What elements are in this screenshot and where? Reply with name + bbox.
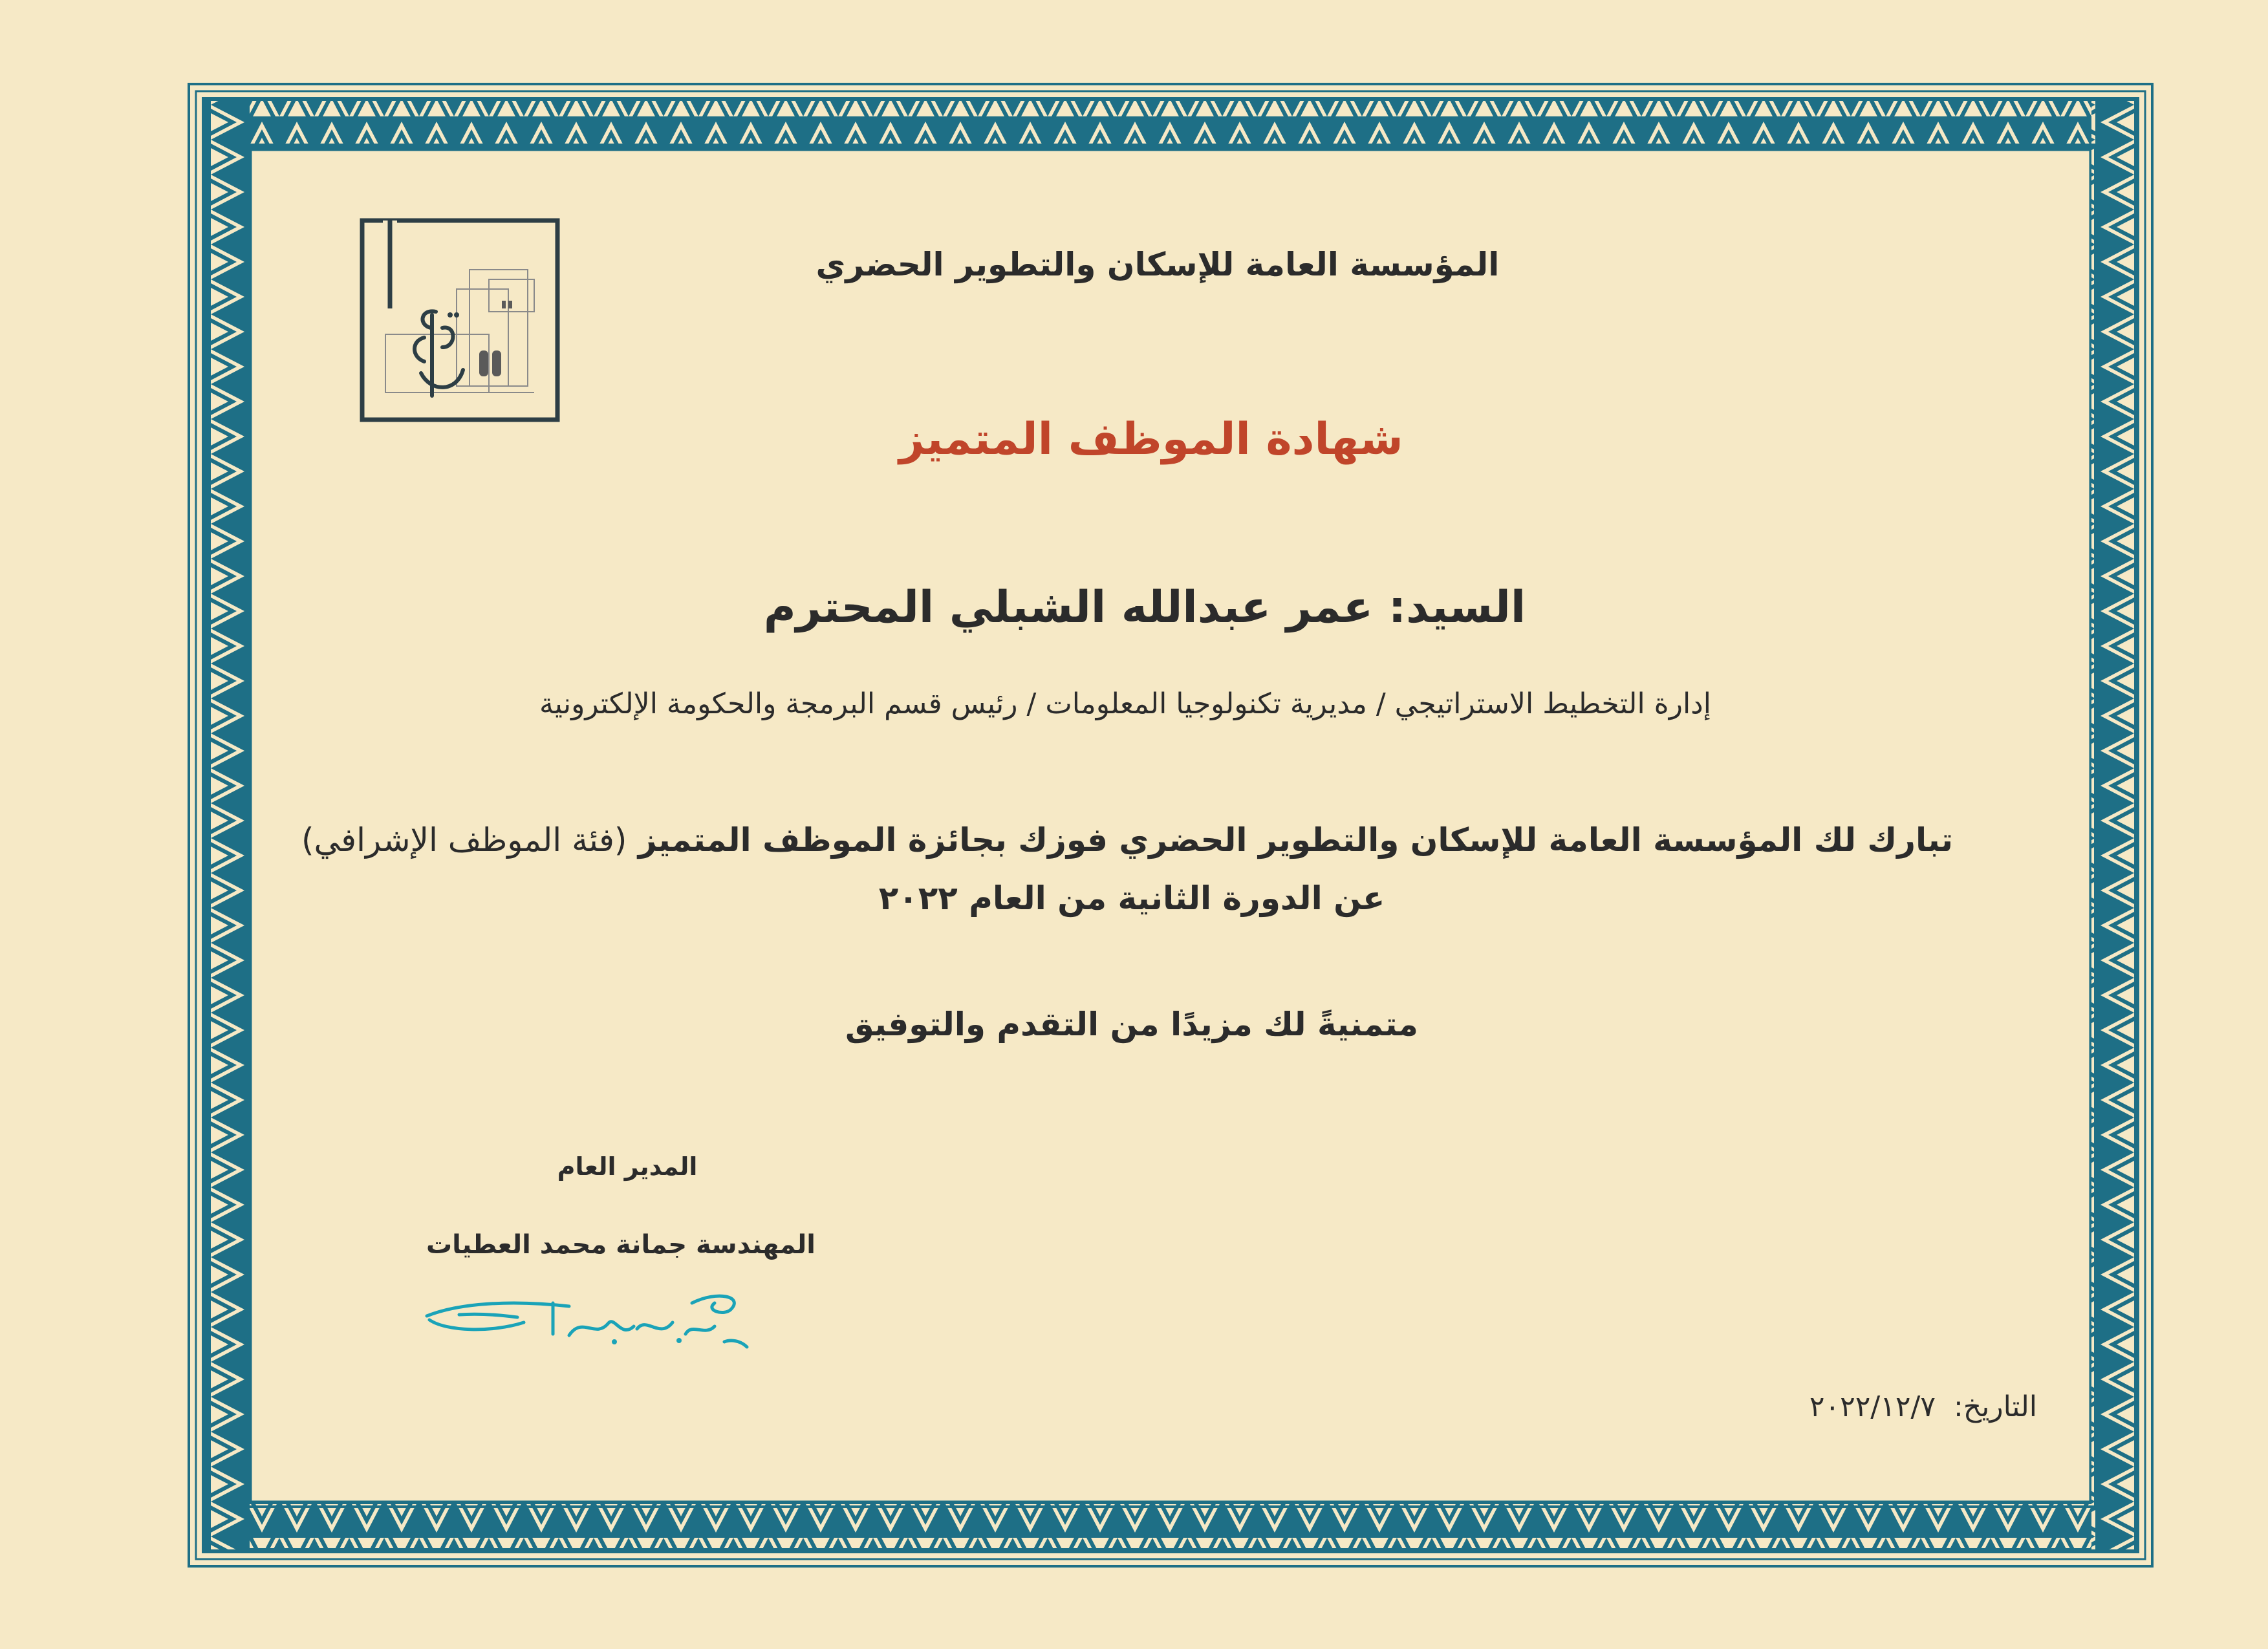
handwritten-signature	[420, 1277, 757, 1355]
closing-wishes: متمنيةً لك مزيدًا من التقدم والتوفيق	[845, 1006, 1418, 1043]
award-category: (فئة الموظف الإشرافي)	[301, 821, 627, 859]
date-value: ٢٠٢٢/١٢/٧	[1809, 1390, 1936, 1423]
signatory-title: المدير العام	[557, 1152, 698, 1181]
recipient-position: إدارة التخطيط الاستراتيجي / مديرية تكنولوجيا المعلومات / رئيس قسم البرمجة والحكومة الإلكترونية	[539, 687, 1711, 720]
congratulations-text: تبارك لك المؤسسة العامة للإسكان والتطوير الحضري فوزك بجائزة الموظف المتميز	[638, 821, 1953, 859]
award-period: عن الدورة الثانية من العام ٢٠٢٢	[878, 879, 1385, 917]
institution-logo	[360, 218, 560, 422]
issue-date	[1746, 1390, 2037, 1423]
certificate-title: شهادة الموظف المتميز	[899, 414, 1403, 465]
signatory-name: المهندسة جمانة محمد العطيات	[426, 1230, 816, 1260]
recipient-name: السيد: عمر عبدالله الشبلي المحترم	[763, 582, 1526, 633]
date-label: التاريخ:	[1953, 1390, 2037, 1423]
congratulations-line	[301, 821, 1953, 859]
organization-name: المؤسسة العامة للإسكان والتطوير الحضري	[815, 246, 1500, 283]
